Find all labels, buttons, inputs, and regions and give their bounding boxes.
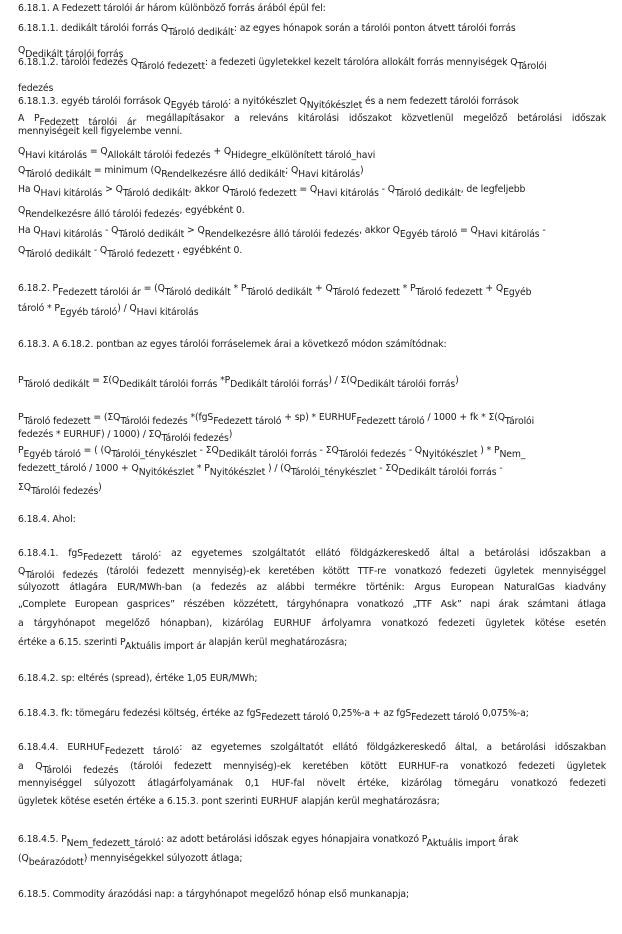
text-line: PTároló fedezett = (ΣQTárolói fedezés *(fgSFedezett tároló + sp) * EURHUFFedezett tároló / 1000 + fk * Σ(QTárolói <box>18 412 535 427</box>
text-line: 6.18.4.4. EURHUFFedezett tároló: az egyetemes szolgáltatót ellátó földgázkereskedő által, a betárolási időszakban <box>18 742 606 757</box>
text-line: (Qbeárazódott) mennyiségekkel súlyozott átlaga; <box>18 853 243 868</box>
text-line: QDedikált tárolói forrás <box>18 45 124 60</box>
text-line: PEgyéb tároló = ( (QTárolói_ténykészlet - ΣQDedikált tárolói forrás - ΣQTárolói fedezés - QNyitókészlet ) * PNem_ <box>18 445 526 460</box>
text-line: súlyozott átlagára EUR/MWh-ban (a fedezés az alábbi termékre történik: Argus European NaturalGas kiadvány <box>18 582 606 593</box>
text-line: 6.18.2. PFedezett tárolói ár = (QTároló dedikált * PTároló dedikált + QTároló fedezett * PTároló fedezett + QEgyéb <box>18 283 532 298</box>
text-line: fedezés * EURHUF) / 1000) / ΣQTárolói fedezés) <box>18 429 233 444</box>
text-line: a tárgyhónapot megelőző hónapban), kizárólag EURHUF árfolyamra vonatkozó fedezeti ügyletek kötése esetén <box>18 618 606 629</box>
text-line: ügyletek kötése esetén értéke a 6.15.3. pont szerinti EURHUF alapján kerül meghatározásra; <box>18 796 440 807</box>
text-line: a QTárolói fedezés (tárolói fedezett mennyiség)-ek keretében kötött EURHUF-ra vonatkozó fedezeti ügyletek <box>18 761 606 776</box>
text-line: QTároló dedikált = minimum (QRendelkezésre álló dedikált; QHavi kitárolás) <box>18 165 364 180</box>
text-line: 6.18.1. A Fedezett tárolói ár három különböző forrás árából épül fel: <box>18 3 326 14</box>
text-line: 6.18.4.5. PNem_fedezett_tároló: az adott betárolási időszak egyes hónapjaira vonatkozó PAktuális import árak <box>18 834 519 849</box>
text-line: QTároló dedikált - QTároló fedezett , egyébként 0. <box>18 245 243 260</box>
text-line: fedezett_tároló / 1000 + QNyitókészlet * PNyitókészlet ) / (QTárolói_ténykészlet - ΣQDedikált tárolói forrás - <box>18 463 503 478</box>
text-line: 6.18.5. Commodity árazódási nap: a tárgyhónapot megelőző hónap első munkanapja; <box>18 889 409 900</box>
text-line: PTároló dedikált = Σ(QDedikált tárolói forrás *PDedikált tárolói forrás) / Σ(QDedikált tárolói forrás) <box>18 375 459 390</box>
text-line: A PFedezett tárolói ár megállapításakor a releváns kitárolási időszakot közvetlenül megelőző betárolási időszak <box>18 113 606 128</box>
text-line: 6.18.4.1. fgSFedezett tároló: az egyetemes szolgáltatót ellátó földgázkereskedő által a betárolási időszakban a <box>18 548 606 563</box>
text-line: 6.18.4.2. sp: eltérés (spread), értéke 1,05 EUR/MWh; <box>18 673 258 684</box>
text-line: 6.18.4.3. fk: tömegáru fedezési költség, értéke az fgSFedezett tároló 0,25%-a + az fgSFedezett tároló 0,075%-a; <box>18 708 529 723</box>
text-line: 6.18.1.2. tárolói fedezés QTároló fedezett: a fedezeti ügyletekkel kezelt tárolóra allokált forrás mennyiségek QTárolói <box>18 57 547 72</box>
text-line: 6.18.1.1. dedikált tárolói forrás QTároló dedikált: az egyes hónapok során a tárolói ponton átvett tárolói forrás <box>18 23 516 38</box>
text-line: mennyiségeit kell figyelembe venni. <box>18 126 183 137</box>
text-line: „Complete European gasprices” részében közzétett, tárgyhónapra vonatkozó „TTF Ask” napi árak számtani átlaga <box>18 599 606 610</box>
text-line: Ha QHavi kitárolás > QTároló dedikált, akkor QTároló fedezett = QHavi kitárolás - QTároló dedikált, de legfeljebb <box>18 184 526 199</box>
text-line: QHavi kitárolás = QAllokált tárolói fedezés + QHidegre_elkülönített tároló_havi <box>18 146 376 161</box>
text-line: értéke a 6.15. szerinti PAktuális import ár alapján kerül meghatározásra; <box>18 637 348 652</box>
text-line: 6.18.1.3. egyéb tárolói források QEgyéb tároló: a nyitókészlet QNyitókészlet és a nem fedezett tárolói források <box>18 96 519 111</box>
text-line: QTárolói fedezés (tárolói fedezett mennyiség)-ek keretében kötött TTF-re vonatkozó fedezeti ügyletek mennyiséggel <box>18 566 606 581</box>
text-line: tároló * PEgyéb tároló) / QHavi kitárolás <box>18 303 199 318</box>
text-line: fedezés <box>18 83 54 94</box>
text-line: ΣQTárolói fedezés) <box>18 482 102 497</box>
text-line: Ha QHavi kitárolás - QTároló dedikált > QRendelkezésre álló tárolói fedezés, akkor QEgyéb tároló = QHavi kitárolás - <box>18 225 546 240</box>
text-line: QRendelkezésre álló tárolói fedezés, egyébként 0. <box>18 205 245 220</box>
text-line: 6.18.4. Ahol: <box>18 514 76 525</box>
text-line: mennyiséggel súlyozott átlagárfolyamának 0,1 HUF-fal növelt értéke, kizárólag tömegáru vonatkozó fedezeti <box>18 778 606 789</box>
text-line: 6.18.3. A 6.18.2. pontban az egyes tárolói forráselemek árai a következő módon számítódnak: <box>18 339 447 350</box>
